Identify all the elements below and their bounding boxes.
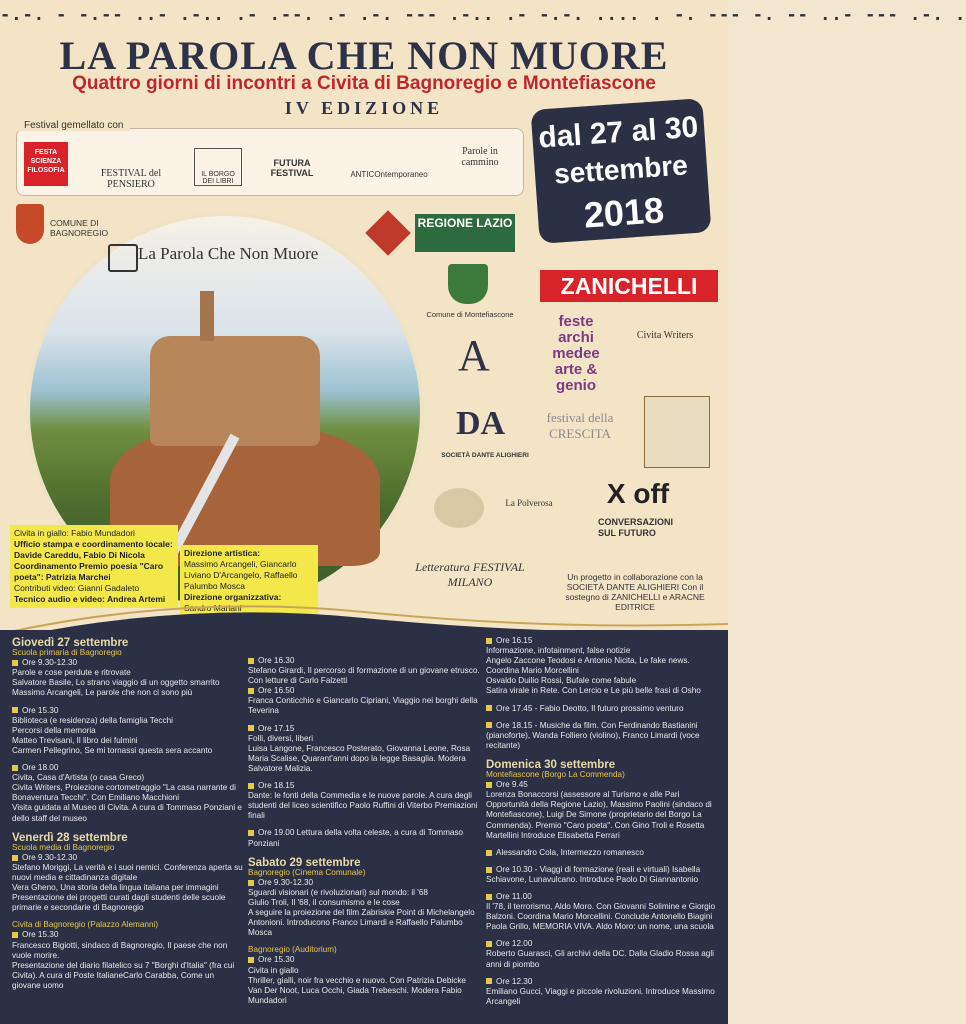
logo-festa-scienza: FESTA SCIENZA FILOSOFIA [24,142,68,186]
event-time: Ore 9.30-12.30 [22,658,78,668]
place-label: Scuola primaria di Bagnoregio [12,648,122,658]
event-text: Civita in giallo [248,965,299,975]
bullet-icon [486,867,492,873]
logo-festival-pensiero: FESTIVAL del PENSIERO [100,168,162,190]
bullet-icon [248,688,254,694]
event-text: Civita Writers, Proiezione cortometraggio "La casa narrante di Bonaventura Tecchi". Con Emiliano Macchioni [12,783,236,803]
event-time: Ore 15.30 [22,705,59,715]
event-text: Biblioteca (e residenza) della famiglia Tecchi [12,715,173,725]
credits-box-1 [10,525,178,608]
credit-line: Sandro Mariani [184,603,242,613]
event-time: Ore 15.30 [258,955,295,965]
event-text: Informazione, infotainment, false notizie [486,646,631,656]
montefiascone-crest-icon [448,264,488,304]
day-heading: Sabato 29 settembre [248,856,361,869]
event-time: Ore 12.30 [496,976,533,986]
bullet-icon [486,705,492,711]
event-text: Vera Gheno, Una storia della lingua italiana per immagini [12,883,219,893]
borgo-commenda-crest-icon [644,396,710,468]
poster-subtitle: Quattro giorni di incontri a Civita di Bagnoregio e Montefiascone [72,73,656,94]
dante-logo-icon: DA [456,405,506,442]
aracne-logo-icon: A [458,331,490,380]
morse-line: -.-. - -.-- ..- .-.. .- .--. .- .-. --- .-.. .- -.-. .... . -. --- -. -- ..- --- .-. . [0,5,966,25]
event-text: Parole e cose perdute e ritrovate [12,668,131,678]
logo-futura: FUTURA FESTIVAL [270,158,314,178]
poster-title: LA PAROLA CHE NON MUORE [59,33,669,78]
event-text: Percorsi della memoria [12,725,96,735]
bullet-icon [12,707,18,713]
comune-bagnoregio: COMUNE DI BAGNOREGIO [50,218,109,238]
event-text: Dante: le fonti della Commedia e le nuove parole. A cura degli studenti del liceo scientifico Paolo Ruffini di Viterbo Premiazioni finali [248,791,478,821]
regione-label: REGIONE LAZIO [415,214,515,252]
bullet-icon [486,894,492,900]
program-column-1 [12,636,244,991]
event-time: Ore 9.30-12.30 [22,852,78,862]
event-text: Folli, diversi, liberi [248,733,314,743]
credit-line: Tecnico audio e video: Andrea Artemi [14,594,166,604]
place-label: Bagnoregio (Cinema Comunale) [248,867,366,877]
conversazioni-label: CONVERSAZIONI SUL FUTURO [598,517,674,538]
bullet-icon [248,880,254,886]
event-text: Alessandro Cola, Intermezzo romanesco [496,847,644,857]
event-text: Giulio Troli, Il '68, il consumismo e le cose [248,897,400,907]
circle-logo-text: La Parola Che Non Muore [138,244,319,263]
polveriera-tree-icon [434,488,484,528]
credit-line: Coordinamento Premio poesia "Caro poeta": Patrizia Marchei [14,561,164,582]
event-time: Ore 18.15 [258,781,295,791]
event-time: Ore 15.30 [22,930,59,940]
book-logo-icon [108,244,138,272]
program-column-2 [248,656,480,1006]
zanichelli-logo: ZANICHELLI [540,270,718,302]
event-text: Stefano Girardi, Il percorso di formazione di un giovane etrusco. Con letture di Carlo Falzetti [248,666,480,686]
event-text: Il '78, il terrorismo, Aldo Moro. Con Giovanni Solimine e Giorgio Balzoni. Coordina Mario Morcellini. Conclude Antonello Biagini Paola Grillo, MEMORIA VIVA. Aldo Moro: un nome, una scuola [486,902,716,932]
bullet-icon [248,725,254,731]
event-time: Ore 9.45 [496,780,528,790]
event-text: Luisa Langone, Francesco Posterato, Giovanna Leone, Rosa Maria Scalise, Quarant'anni dopo la legge Basaglia. Modera Salvatore Malizia. [248,743,471,773]
bullet-icon [486,850,492,856]
event-time: Ore 18.00 [22,763,59,773]
bullet-icon [486,782,492,788]
bullet-icon [486,638,492,644]
edition-label: IV EDIZIONE [284,98,444,118]
event-text: Stefano Moriggi, La verità e i suoi nemici. Conferenza aperta su nuovi media e cittadinanza digitale [12,862,243,882]
event-text: Sguardi visionari (e rivoluzionari) sul mondo: il '68 [248,887,428,897]
event-text: Ore 19.00 Lettura della volta celeste, a cura di Tommaso Ponziani [248,828,464,848]
event-text: Presentazione del diario filatelico su 7 "Borghi d'Italia" (fra cui Civita). A cura di Poste ItalianeCarlo Carabba, Come un giovane uomo [12,960,235,990]
event-text: Salvatore Basile, Lo strano viaggio di un oggetto smarrito [12,678,220,688]
event-text: Ore 17.45 - Fabio Deotto, Il futuro prossimo venturo [496,703,684,713]
civita-writers-logo: Civita Writers [636,330,694,341]
xoff-logo: X off [606,478,670,509]
feste-archi-medee-logo: feste archi medee arte & genio [552,313,600,394]
event-time: Ore 16.30 [258,656,295,665]
event-text: Matteo Trevisani, Il libro dei fulmini [12,735,138,745]
bullet-icon [12,660,18,666]
event-text: Osvaldo Duilio Rossi, Bufale come fabule [486,676,637,686]
event-time: Ore 16.15 [496,636,533,645]
event-text: Visita guidata al Museo di Civita. A cura di Tommaso Ponziani e dello staff del museo [12,803,242,823]
event-time: Ore 16.50 [258,686,295,696]
bullet-icon [248,830,254,836]
letteratura-logo: Letteratura FESTIVAL MILANO [415,560,525,589]
credit-line: Massimo Arcangeli, Giancarlo Liviano D'Arcangelo, Raffaello Palumbo Mosca [184,559,298,591]
bullet-icon [248,658,254,664]
dates-line-1: dal 27 al 30 [537,110,700,155]
place-label: Scuola media di Bagnoregio [12,842,115,852]
twinned-label: Festival gemellato con [18,120,130,131]
place-label: Bagnoregio (Auditorium) [248,945,337,955]
place-label: Civita di Bagnoregio (Palazzo Alemanni) [12,920,159,930]
dates-line-2: settembre [553,149,689,190]
logo-parole-cammino: Parole in cammino [461,146,499,168]
event-time: Ore 17.15 [258,723,295,733]
bullet-icon [12,855,18,861]
place-label: Montefiascone (Borgo La Commenda) [486,770,625,780]
dante-label: SOCIETÀ DANTE ALIGHIERI [441,452,529,459]
event-text: Francesco Bigiotti, sindaco di Bagnoregio, Il paese che non vuole morire. [12,940,228,960]
event-time: Ore 12.00 [496,939,533,949]
day-heading: Venerdì 28 settembre [12,831,128,844]
event-text: Ore 18.15 - Musiche da film. Con Ferdinando Bastianini (pianoforte), Wanda Folliero (violino), Franco Limardi (voce recitante) [486,720,700,750]
comune-montefiascone: Comune di Montefiascone [426,310,514,319]
bullet-icon [248,957,254,963]
credit-line: Civita in giallo: Fabio Mundadori [14,528,135,538]
credit-line: Contributi video: Gianni Gadaleto [14,583,140,593]
event-time: Ore 9.30-12.30 [258,877,314,887]
dates-box [531,98,712,244]
logo-borgo-libri: IL BORGO DEI LIBRI [194,148,242,186]
day-heading: Giovedì 27 settembre [12,637,129,649]
event-text: Presentazione dei progetti curati dagli studenti delle scuole primarie e secondarie di Bagnoregio [12,893,226,913]
event-text: Thriller, gialli, noir fra vecchio e nuovo. Con Patrizia Debicke Van Der Noot, Luca Occhi, Giada Trebeschi. Modera Fabio Mundadori [248,975,466,1005]
credit-line: Direzione organizzativa: [184,592,282,602]
event-text: Angelo Zaccone Teodosi e Antonio Nicita, Le fake news. Coordina Mario Morcellini [486,656,690,676]
bullet-icon [486,941,492,947]
village-shape [150,336,320,446]
logo-anticontemporaneo: ANTICOntemporaneo [350,170,428,179]
progetto-note: Un progetto in collaborazione con la SOCIETÀ DANTE ALIGHIERI Con il sostegno di ZANICHELLI e ARACNE EDITRICE [565,572,705,612]
program-column-3 [486,636,720,1007]
bullet-icon [486,978,492,984]
crescita-logo: festival della CRESCITA [546,410,614,441]
event-text: Carmen Pellegrino, Se mi tornassi questa sera accanto [12,745,213,755]
event-text: Ore 10.30 - Viaggi di formazione (reali e virtuali) Isabella Schiavone, Lunavulcano. Introduce Paolo Di Giannantonio [486,864,701,884]
bagnoregio-crest-icon [16,204,44,244]
event-text: Emiliano Gucci, Viaggi e piccole rivoluzioni. Introduce Massimo Arcangeli [486,986,715,1006]
dates-line-3: 2018 [582,189,666,236]
bullet-icon [486,722,492,728]
event-text: Franca Conticchio e Giancarlo Cipriani, Viaggio nei borghi della Teverina [248,696,478,716]
event-time: Ore 11.00 [496,891,532,901]
credit-line: Ufficio stampa e coordinamento locale: Davide Careddu, Fabio Di Nicola [14,539,173,560]
credit-line: Direzione artistica: [184,548,261,558]
bullet-icon [248,783,254,789]
event-text: Civita, Casa d'Artista (o casa Greco) [12,773,145,783]
day-heading: Domenica 30 settembre [486,758,616,771]
tower-shape [200,291,214,341]
bullet-icon [12,765,18,771]
event-text: Roberto Guarasci, Gli archivi della DC. Dalla Gladio Rossa agli anni di piombo [486,949,714,969]
polveriera-logo: La Polverosa [505,498,553,508]
event-text: Massimo Arcangeli, Le parole che non ci sono più [12,688,193,698]
regione-lazio-logo [365,210,515,256]
regione-emblem-icon [365,210,411,256]
event-text: Satira virale in Rete. Con Lercio e Le più belle frasi di Osho [486,686,701,696]
event-text: A seguire la proiezione del film Zabriskie Point di Michelangelo Antonioni. Introducono Franco Limardi e Raffaello Palumbo Mosca [248,908,475,938]
event-text: Lorenza Bonaccorsi (assessore al Turismo e alle Pari Opportunità della Regione Lazio), Massimo Paolini (sindaco di Montefiascone), Luigi De Simone (proprietario del Borgo La Commenda). Premio "Caro poeta". Con Gino Troli e Rosetta Martellini Introduce Elisabetta Ferrari [486,790,712,840]
bullet-icon [12,932,18,938]
